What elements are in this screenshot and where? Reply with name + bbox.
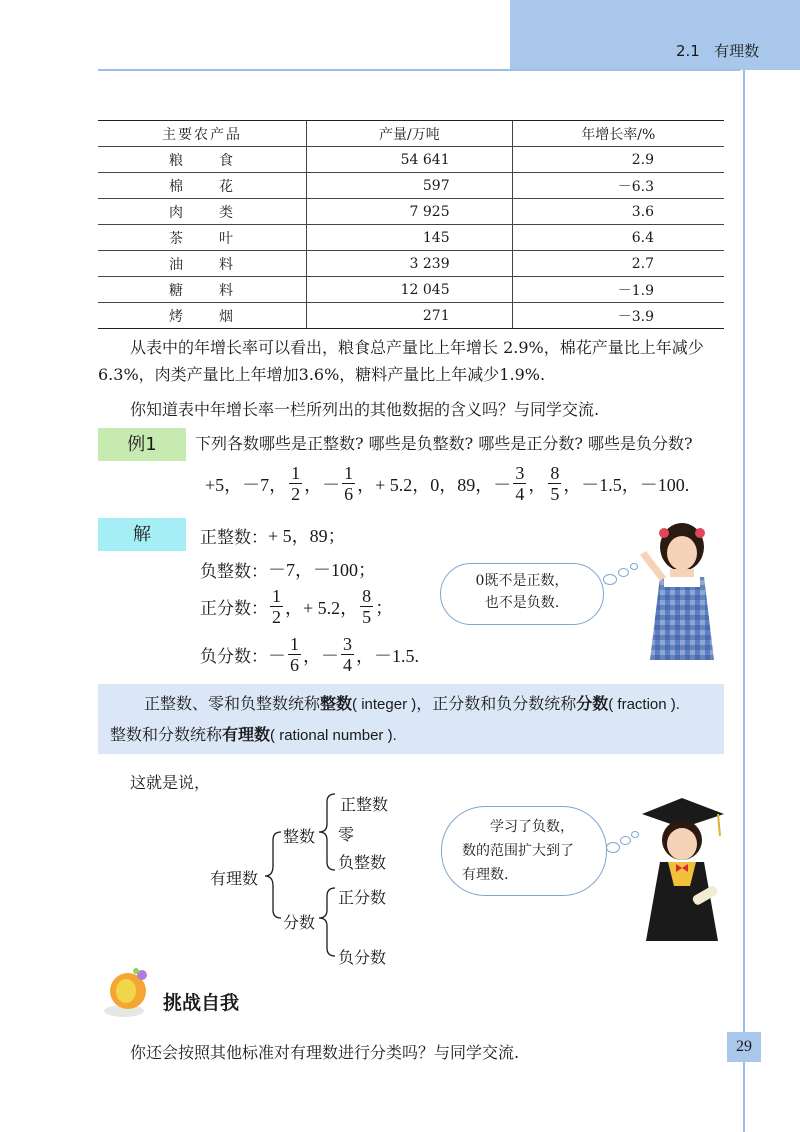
table-row xyxy=(98,199,724,225)
product-growth: 3.6 xyxy=(512,199,724,225)
tree-integers: 整数 xyxy=(283,827,316,846)
tree-zero: 零 xyxy=(338,825,355,844)
product-name: 烤 烟 xyxy=(98,303,307,329)
product-name: 茶 叶 xyxy=(98,225,307,251)
product-growth: －3.9 xyxy=(512,303,724,329)
fraction: $\frac{1}{6}$ xyxy=(290,634,299,675)
fraction: $\frac{1}{2}$ xyxy=(272,586,281,627)
example-numbers: +5，－7， $\frac{1}{2}$ ，－ $\frac{1}{6}$ ，+ 5.2，0，89，－ $\frac{3}{4}$ ， $\frac{8}{5}$ ，－1.5，－100. xyxy=(205,463,690,504)
fraction: $\frac{8}{5}$ xyxy=(550,463,560,504)
example-badge: 例1 xyxy=(98,428,186,461)
fraction: $\frac{3}{4}$ xyxy=(343,634,352,675)
bubble-dot xyxy=(620,836,631,845)
table-header-row xyxy=(98,121,724,147)
table-row xyxy=(98,225,724,251)
product-name: 粮 食 xyxy=(98,147,307,173)
section-number: 2.1 xyxy=(676,42,700,60)
tree-positive-fractions: 正分数 xyxy=(338,888,387,907)
product-output: 7 925 xyxy=(307,199,513,225)
product-output: 271 xyxy=(307,303,513,329)
agricultural-products-table xyxy=(98,120,724,329)
bubble-dot xyxy=(618,568,629,577)
girl-pointing-illustration xyxy=(630,515,730,665)
product-name: 油 料 xyxy=(98,251,307,277)
product-growth: －1.9 xyxy=(512,277,724,303)
challenge-badge-icon xyxy=(102,965,158,1021)
bubble-dot xyxy=(603,574,617,585)
product-output: 3 239 xyxy=(307,251,513,277)
bubble-dot xyxy=(606,842,620,853)
product-name: 棉 花 xyxy=(98,173,307,199)
product-growth: 6.4 xyxy=(512,225,724,251)
growth-explanation: 从表中的年增长率可以看出，粮食总产量比上年增长 2.9%，棉花产量比上年减少6.3%，肉类产量比上年增加3.6%，糖料产量比上年减少1.9%. xyxy=(98,338,704,384)
thought-bubble-rational: 学习了负数， 数的范围扩大到了 有理数. xyxy=(441,806,607,896)
fraction: $\frac{1}{2}$ xyxy=(291,463,301,504)
header-growth: 年增长率/% xyxy=(512,121,724,147)
tree-fractions: 分数 xyxy=(283,913,316,932)
tree-positive-integers: 正整数 xyxy=(340,795,389,814)
product-output: 12 045 xyxy=(307,277,513,303)
fraction: $\frac{3}{4}$ xyxy=(515,463,525,504)
section-header xyxy=(676,40,759,61)
thought-bubble-zero: 0既不是正数， 也不是负数. xyxy=(440,563,604,625)
product-output: 54 641 xyxy=(307,147,513,173)
rational-number-definition: 正整数、零和负整数统称整数( integer )，正分数和负分数统称分数( fraction ). 整数和分数统称有理数( rational number ). xyxy=(110,694,680,744)
table-row xyxy=(98,173,724,199)
solution-negative-fractions: 负分数： － $\frac{1}{6}$ ，－ $\frac{3}{4}$ ，－1.5. xyxy=(200,634,419,675)
challenge-text: 你还会按照其他标准对有理数进行分类吗？与同学交流. xyxy=(130,1043,520,1062)
fraction: $\frac{1}{6}$ xyxy=(344,463,354,504)
product-output: 145 xyxy=(307,225,513,251)
tree-negative-fractions: 负分数 xyxy=(338,948,387,967)
page-number: 29 xyxy=(727,1032,761,1062)
classification-braces xyxy=(255,788,345,968)
solution-positive-integers: 正整数： + 5，89； xyxy=(200,526,346,548)
product-growth: 2.9 xyxy=(512,147,724,173)
example-question: 下列各数哪些是正整数? 哪些是负整数? 哪些是正分数? 哪些是负分数? xyxy=(195,434,693,453)
table-row xyxy=(98,277,724,303)
section-title: 有理数 xyxy=(714,42,760,60)
product-growth: 2.7 xyxy=(512,251,724,277)
solution-badge: 解 xyxy=(98,518,186,551)
solution-negative-integers: 负整数： －7，－100； xyxy=(200,560,376,582)
product-growth: －6.3 xyxy=(512,173,724,199)
solution-positive-fractions: 正分数： $\frac{1}{2}$ ，+ 5.2， $\frac{8}{5}$ ； xyxy=(200,586,394,627)
margin-rule xyxy=(743,70,745,1132)
table-row xyxy=(98,251,724,277)
tree-negative-integers: 负整数 xyxy=(338,853,387,872)
table-row xyxy=(98,303,724,329)
product-name: 肉 类 xyxy=(98,199,307,225)
graduate-girl-illustration xyxy=(632,796,732,946)
product-output: 597 xyxy=(307,173,513,199)
fraction: $\frac{8}{5}$ xyxy=(362,586,372,627)
product-name: 糖 料 xyxy=(98,277,307,303)
tree-root: 有理数 xyxy=(210,869,259,888)
discussion-prompt: 你知道表中年增长率一栏所列出的其他数据的含义吗？与同学交流. xyxy=(130,400,600,419)
header-rule xyxy=(98,69,740,71)
that-is-label: 这就是说， xyxy=(130,773,211,792)
table-row xyxy=(98,147,724,173)
header-product: 主要农产品 xyxy=(98,121,307,147)
header-output: 产量/万吨 xyxy=(307,121,513,147)
challenge-title: 挑战自我 xyxy=(163,992,240,1014)
